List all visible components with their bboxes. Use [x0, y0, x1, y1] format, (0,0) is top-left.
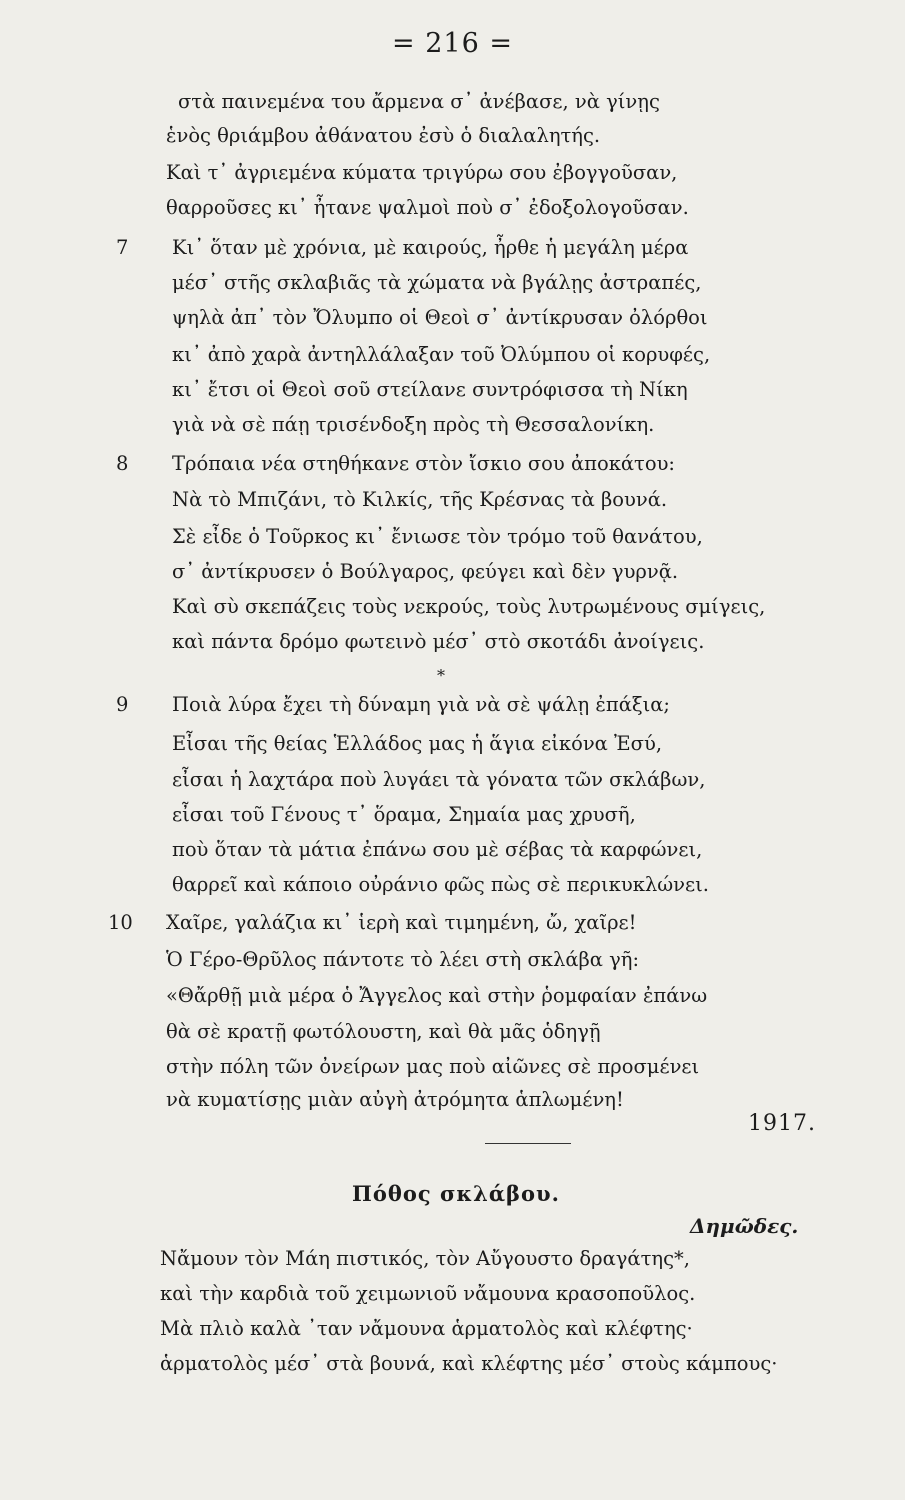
poem-line: Χαῖρε, γαλάζια κι᾽ ἱερὴ καὶ τιμημένη, ὤ, χαῖρε! [166, 911, 637, 934]
poem-line: γιὰ νὰ σὲ πάῃ τρισένδοξη πρὸς τὴ Θεσσαλονίκη. [172, 413, 655, 436]
poem-attribution: Δημῶδες. [690, 1214, 799, 1238]
poem-title: Πόθος σκλάβου. [352, 1181, 560, 1206]
poem-line: καὶ τὴν καρδιὰ τοῦ χειμωνιοῦ νἄμουνα κρασοποῦλος. [160, 1282, 696, 1305]
poem-line: ἁρματολὸς μέσ᾽ στὰ βουνά, καὶ κλέφτης μέσ᾽ στοὺς κάμπους· [160, 1352, 778, 1375]
poem-line: θαρρεῖ καὶ κάποιο οὐράνιο φῶς πὼς σὲ περικυκλώνει. [172, 873, 709, 896]
poem-line: Νὰ τὸ Μπιζάνι, τὸ Κιλκίς, τῆς Κρέσνας τὰ βουνά. [172, 488, 668, 511]
poem-line: Κι᾽ ὅταν μὲ χρόνια, μὲ καιρούς, ἦρθε ἡ μεγάλη μέρα [172, 236, 689, 259]
poem-line: ποὺ ὅταν τὰ μάτια ἐπάνω σου μὲ σέβας τὰ καρφώνει, [172, 838, 703, 861]
poem-line: Σὲ εἶδε ὁ Τοῦρκος κι᾽ ἔνιωσε τὸν τρόμο τοῦ θανάτου, [172, 525, 703, 548]
poem-line: ψηλὰ ἀπ᾽ τὸν Ὄλυμπο οἱ Θεοὶ σ᾽ ἀντίκρυσαν ὀλόρθοι [172, 306, 708, 329]
poem-line: κι᾽ ἀπὸ χαρὰ ἀντηλλάλαξαν τοῦ Ὀλύμπου οἱ κορυφές, [172, 343, 711, 366]
poem-line: Ποιὰ λύρα ἔχει τὴ δύναμη γιὰ νὰ σὲ ψάλῃ ἐπάξια; [172, 693, 671, 716]
stanza-number: 9 [116, 693, 129, 716]
stanza-number: 10 [108, 911, 133, 934]
poem-line: θὰ σὲ κρατῇ φωτόλουστη, καὶ θὰ μᾶς ὁδηγῇ [166, 1020, 601, 1043]
poem-line: στὰ παινεμένα του ἄρμενα σ᾽ ἀνέβασε, νὰ γίνῃς [178, 90, 660, 113]
poem-line: Νἄμουν τὸν Μάη πιστικός, τὸν Αὔγουστο δραγάτης*, [160, 1247, 690, 1270]
poem-line: «Θἄρθῇ μιὰ μέρα ὁ Ἄγγελος καὶ στὴν ῥομφαίαν ἐπάνω [166, 984, 708, 1007]
poem-line: καὶ πάντα δρόμο φωτεινὸ μέσ᾽ στὸ σκοτάδι ἀνοίγεις. [172, 630, 705, 653]
section-rule [485, 1143, 571, 1144]
poem-date: 1917. [748, 1111, 816, 1136]
stanza-number: 7 [116, 236, 129, 259]
poem-line: εἶσαι τοῦ Γένους τ᾽ ὅραμα, Σημαία μας χρυσῆ, [172, 803, 636, 826]
poem-line: στὴν πόλη τῶν ὀνείρων μας ποὺ αἰῶνες σὲ προσμένει [166, 1055, 700, 1078]
poem-line: Καὶ σὺ σκεπάζεις τοὺς νεκρούς, τοὺς λυτρωμένους σμίγεις, [172, 595, 766, 618]
poem-line: μέσ᾽ στῆς σκλαβιᾶς τὰ χώματα νὰ βγάλῃς ἀστραπές, [172, 271, 702, 294]
poem-line: σ᾽ ἀντίκρυσεν ὁ Βούλγαρος, φεύγει καὶ δὲν γυρνᾷ. [172, 560, 679, 583]
poem-line: εἶσαι ἡ λαχτάρα ποὺ λυγάει τὰ γόνατα τῶν σκλάβων, [172, 768, 706, 791]
section-separator: * [437, 666, 445, 685]
stanza-number: 8 [116, 452, 129, 475]
poem-line: Ὁ Γέρο-Θρῦλος πάντοτε τὸ λέει στὴ σκλάβα γῆ: [166, 948, 640, 971]
poem-line: θαρροῦσες κι᾽ ἦτανε ψαλμοὶ ποὺ σ᾽ ἐδοξολογοῦσαν. [166, 196, 689, 219]
page-number: = 216 = [392, 28, 513, 59]
poem-line: Μὰ πλιὸ καλὰ ᾽ταν νἄμουνα ἁρματολὸς καὶ κλέφτης· [160, 1317, 693, 1340]
poem-line: ἑνὸς θριάμβου ἀθάνατου ἐσὺ ὁ διαλαλητής. [166, 124, 601, 147]
poem-line: κι᾽ ἔτσι οἱ Θεοὶ σοῦ στείλανε συντρόφισσα τὴ Νίκη [172, 378, 688, 401]
poem-line: Τρόπαια νέα στηθήκανε στὸν ἴσκιο σου ἀποκάτου: [172, 452, 676, 475]
poem-line: Εἶσαι τῆς θείας Ἑλλάδος μας ἡ ἅγια εἰκόνα Ἐσύ, [172, 732, 663, 755]
poem-line: νὰ κυματίσῃς μιὰν αὐγὴ ἀτρόμητα ἁπλωμένη! [166, 1088, 624, 1111]
poem-line: Καὶ τ᾽ ἀγριεμένα κύματα τριγύρω σου ἐβογγοῦσαν, [166, 161, 678, 184]
